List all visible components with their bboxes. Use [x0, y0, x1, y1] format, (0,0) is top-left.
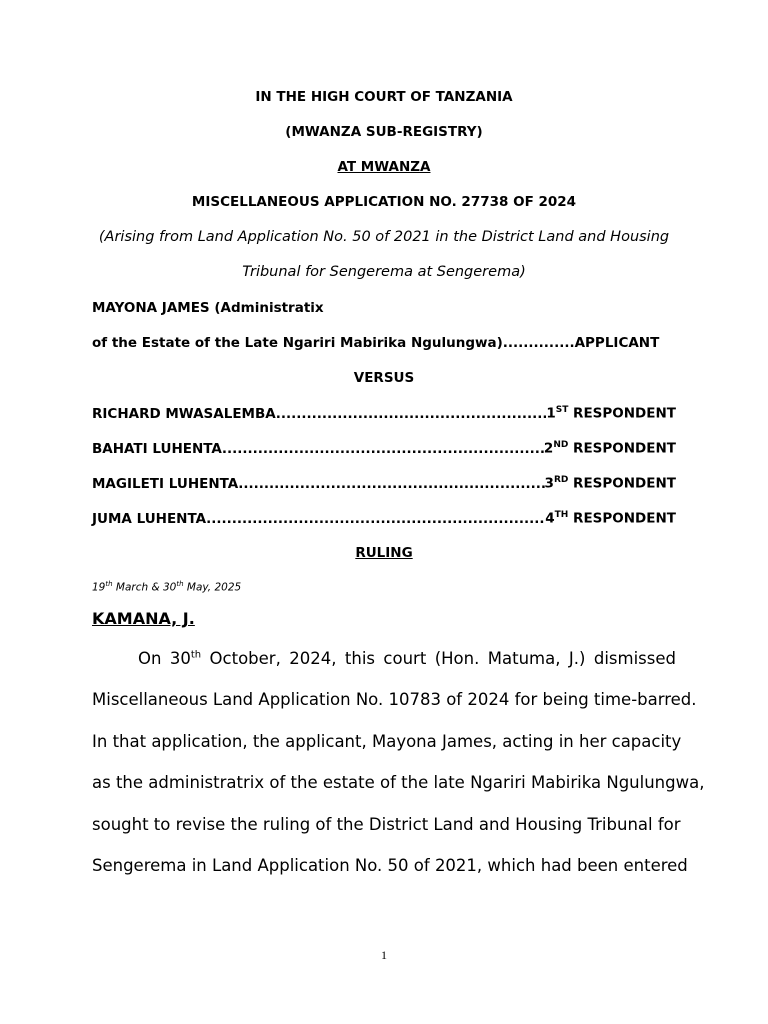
respondent-ordinal: 1ST RESPONDENT [546, 405, 676, 422]
body-line-6: Sengerema in Land Application No. 50 of 2021, which had been entered [92, 856, 688, 875]
applicant-role: APPLICANT [574, 335, 660, 351]
body-line-1: On 30th October, 2024, this court (Hon. Matuma, J.) dismissed [138, 649, 676, 668]
registry-name: (MWANZA SUB-REGISTRY) [285, 124, 483, 140]
respondent-row [92, 510, 676, 527]
respondent-row [92, 475, 676, 492]
leader-dots [276, 406, 547, 422]
body-line-2: Miscellaneous Land Application No. 10783 of 2024 for being time-barred. [92, 690, 697, 709]
respondent-ordinal: 2ND RESPONDENT [543, 440, 676, 457]
respondent-ordinal: 3RD RESPONDENT [544, 475, 676, 492]
leader-dots [222, 441, 544, 457]
ruling-title: RULING [355, 545, 413, 561]
arising-from-line-2: Tribunal for Sengerema at Sengerema) [242, 264, 526, 280]
judge-name: KAMANA, J. [92, 609, 195, 628]
respondent-ordinal: 4TH RESPONDENT [545, 510, 676, 527]
arising-from-line-1: (Arising from Land Application No. 50 of 2021 in the District Land and Housing [98, 229, 670, 245]
case-number: MISCELLANEOUS APPLICATION NO. 27738 OF 2024 [191, 194, 577, 210]
hearing-dates: 19th March & 30th May, 2025 [92, 580, 242, 594]
body-line-4: as the administratrix of the estate of the late Ngariri Mabirika Ngulungwa, [92, 773, 705, 792]
ruling-heading [92, 545, 676, 561]
respondent-name: JUMA LUHENTA [92, 510, 207, 527]
court-name: IN THE HIGH COURT OF TANZANIA [255, 89, 513, 105]
respondent-row [92, 405, 676, 422]
applicant-line-1: MAYONA JAMES (Administratix [92, 300, 324, 316]
leader-dots [206, 511, 545, 527]
page-number: 1 [381, 948, 387, 962]
respondent-row [92, 440, 676, 457]
court-location [92, 159, 676, 175]
body-line-3: In that application, the applicant, Mayona James, acting in her capacity [92, 732, 682, 751]
respondent-name: BAHATI LUHENTA [92, 440, 222, 457]
leader-dots [238, 476, 544, 492]
versus-heading: VERSUS [353, 370, 415, 386]
body-line-5: sought to revise the ruling of the District Land and Housing Tribunal for [92, 815, 681, 834]
applicant-dots: .............. [502, 335, 575, 351]
respondent-name: MAGILETI LUHENTA [92, 475, 239, 492]
applicant-estate: of the Estate of the Late Ngariri Mabirika Ngulungwa) [92, 335, 503, 351]
respondent-name: RICHARD MWASALEMBA [92, 405, 276, 422]
applicant-line-2 [92, 335, 676, 351]
court-location-text: AT MWANZA [337, 159, 431, 175]
